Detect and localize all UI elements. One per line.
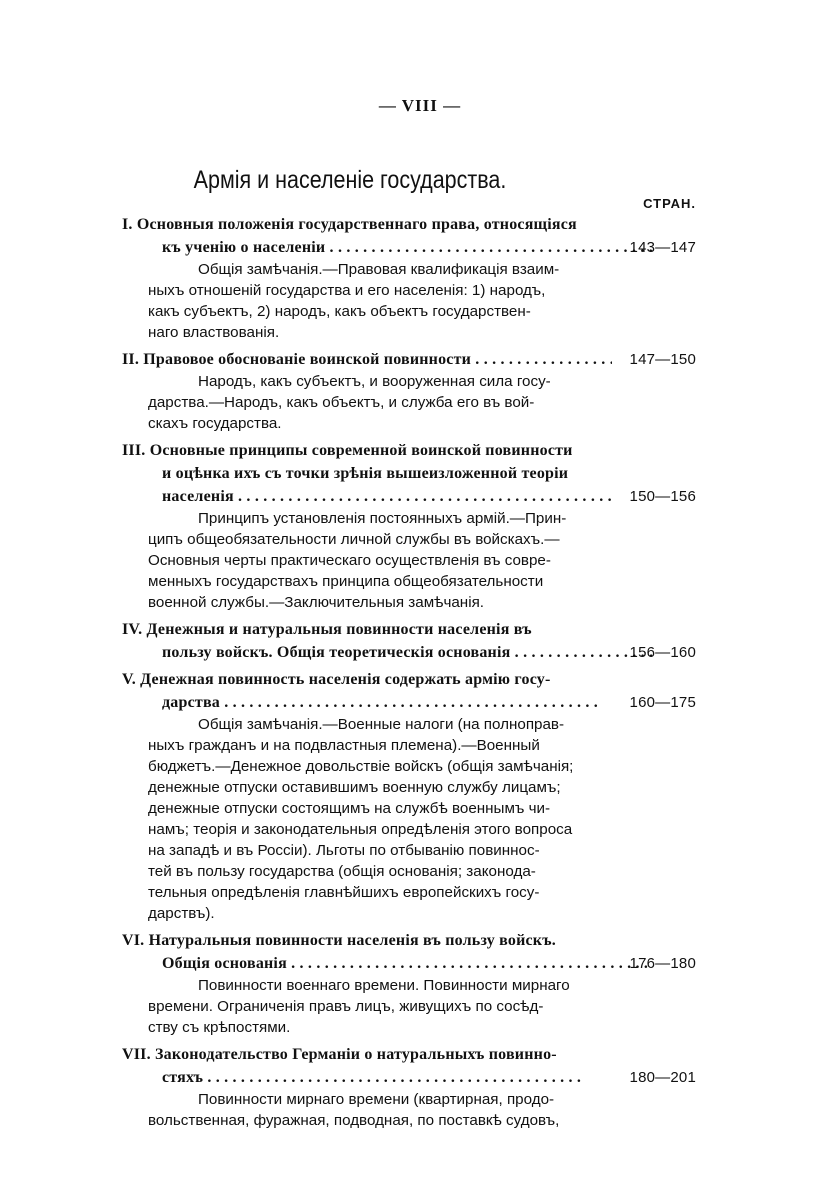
chapter-description [148,975,638,1043]
chapter-heading-line: населенія [162,488,234,505]
description-line: бюджетъ.—Денежное довольствіе войскъ (общія замѣчанія; [148,758,574,775]
chapter-heading [122,348,696,371]
description-line: денежные отпуски состоящимъ на службѣ военнымъ чи- [148,800,551,817]
toc-chapter [122,929,696,1043]
chapter-description [148,371,638,439]
page-range: 147—150 [629,351,696,368]
chapter-numeral: I. [122,216,133,233]
toc-chapter [122,1043,696,1136]
chapter-heading-line: Общія основанія [162,955,287,972]
description-line: наго властвованія. [148,324,280,341]
description-line: какъ субъектъ, 2) народъ, какъ объектъ государствен- [148,303,531,320]
chapter-heading [122,1043,696,1089]
chapter-description [148,508,638,618]
chapter-heading-line: Законодательство Германіи о натуральныхъ повинно- [155,1046,557,1063]
chapter-heading [122,618,696,664]
chapter-heading [122,668,696,714]
chapter-description [148,259,638,348]
page-range: 143—147 [629,239,696,256]
page-range: 180—201 [629,1069,696,1086]
description-line: дарства.—Народъ, какъ объектъ, и служба его въ вой- [148,394,535,411]
toc-chapter [122,439,696,618]
toc-chapter [122,668,696,929]
description-line: Народъ, какъ субъектъ, и вооруженная сила госу- [198,373,551,390]
page-range: 176—180 [629,955,696,972]
description-line: ству съ крѣпостями. [148,1019,291,1036]
description-line: ципъ общеобязательности личной службы въ войскахъ.— [148,531,560,548]
description-line: времени. Ограниченія правъ лицъ, живущихъ по сосѣд- [148,998,544,1015]
description-line: тельныя опредѣленія главнѣйшихъ европейскихъ госу- [148,884,540,901]
toc-chapter [122,213,696,348]
description-line: вольственная, фуражная, подводная, по поставкѣ судовъ, [148,1112,560,1129]
chapter-heading-line: Денежная повинность населенія содержать армію госу- [140,671,551,688]
chapter-numeral: V. [122,671,136,688]
description-line: ныхъ отношеній государства и его населенія: 1) народъ, [148,282,546,299]
chapter-heading-line: къ ученію о населеніи [162,239,326,256]
chapter-heading [122,929,696,975]
chapter-numeral: VII. [122,1046,151,1063]
description-line: Общія замѣчанія.—Военные налоги (на полноправ- [198,716,565,733]
chapter-heading-line: и оцѣнка ихъ съ точки зрѣнія вышеизложенной теоріи [162,465,569,482]
description-line: военной службы.—Заключительныя замѣчанія. [148,594,485,611]
chapter-heading [122,213,696,259]
description-line: тей въ пользу государства (общія основанія; законода- [148,863,536,880]
description-line: скахъ государства. [148,415,282,432]
description-line: денежные отпуски оставившимъ военную службу лицамъ; [148,779,561,796]
description-line: намъ; теорія и законодательныя опредѣленія этого вопроса [148,821,573,838]
page-range: 150—156 [629,488,696,505]
description-line: менныхъ государствахъ принципа общеобязательности [148,573,544,590]
chapter-heading-line: пользу войскъ. Общія теоретическія основанія [162,644,511,661]
description-line: Принципъ установленія постоянныхъ армій.—Прин- [198,510,567,527]
table-of-contents [122,213,696,1136]
chapter-heading-line: Основные принципы современной воинской повинности [149,442,573,459]
description-line: Повинности военнаго времени. Повинности мирнаго [198,977,570,994]
chapter-heading-line: дарства [162,694,220,711]
chapter-heading-line: Денежныя и натуральныя повинности населенія въ [146,621,532,638]
page-range: 160—175 [629,694,696,711]
page-number: — VIII — [378,96,462,115]
pages-column-label: СТРАН. [643,196,696,211]
description-line: ныхъ гражданъ и на подвластныя племена).—Военный [148,737,540,754]
section-title: Армія и населеніе государства. [193,166,507,194]
chapter-heading-line: Натуральныя повинности населенія въ пользу войскъ. [148,932,556,949]
description-line: Общія замѣчанія.—Правовая квалификація взаим- [198,261,560,278]
chapter-numeral: VI. [122,932,145,949]
description-line: Повинности мирнаго времени (квартирная, продо- [198,1091,555,1108]
toc-chapter [122,618,696,668]
chapter-heading [122,439,696,508]
chapter-heading-line: стяхъ [162,1069,204,1086]
description-line: Основныя черты практическаго осуществленія въ совре- [148,552,551,569]
description-line: дарствъ). [148,905,215,922]
chapter-description [148,1089,638,1136]
chapter-numeral: III. [122,442,146,459]
chapter-description [148,714,638,929]
chapter-heading-line: Основныя положенія государственнаго права, относящіяся [136,216,577,233]
chapter-numeral: II. [122,351,140,368]
chapter-numeral: IV. [122,621,143,638]
page-range: 156—160 [629,644,696,661]
description-line: на западѣ и въ Россіи). Льготы по отбыванію повиннос- [148,842,540,859]
toc-chapter [122,348,696,439]
chapter-heading-line: Правовое обоснованіе воинской повинности [143,351,472,368]
